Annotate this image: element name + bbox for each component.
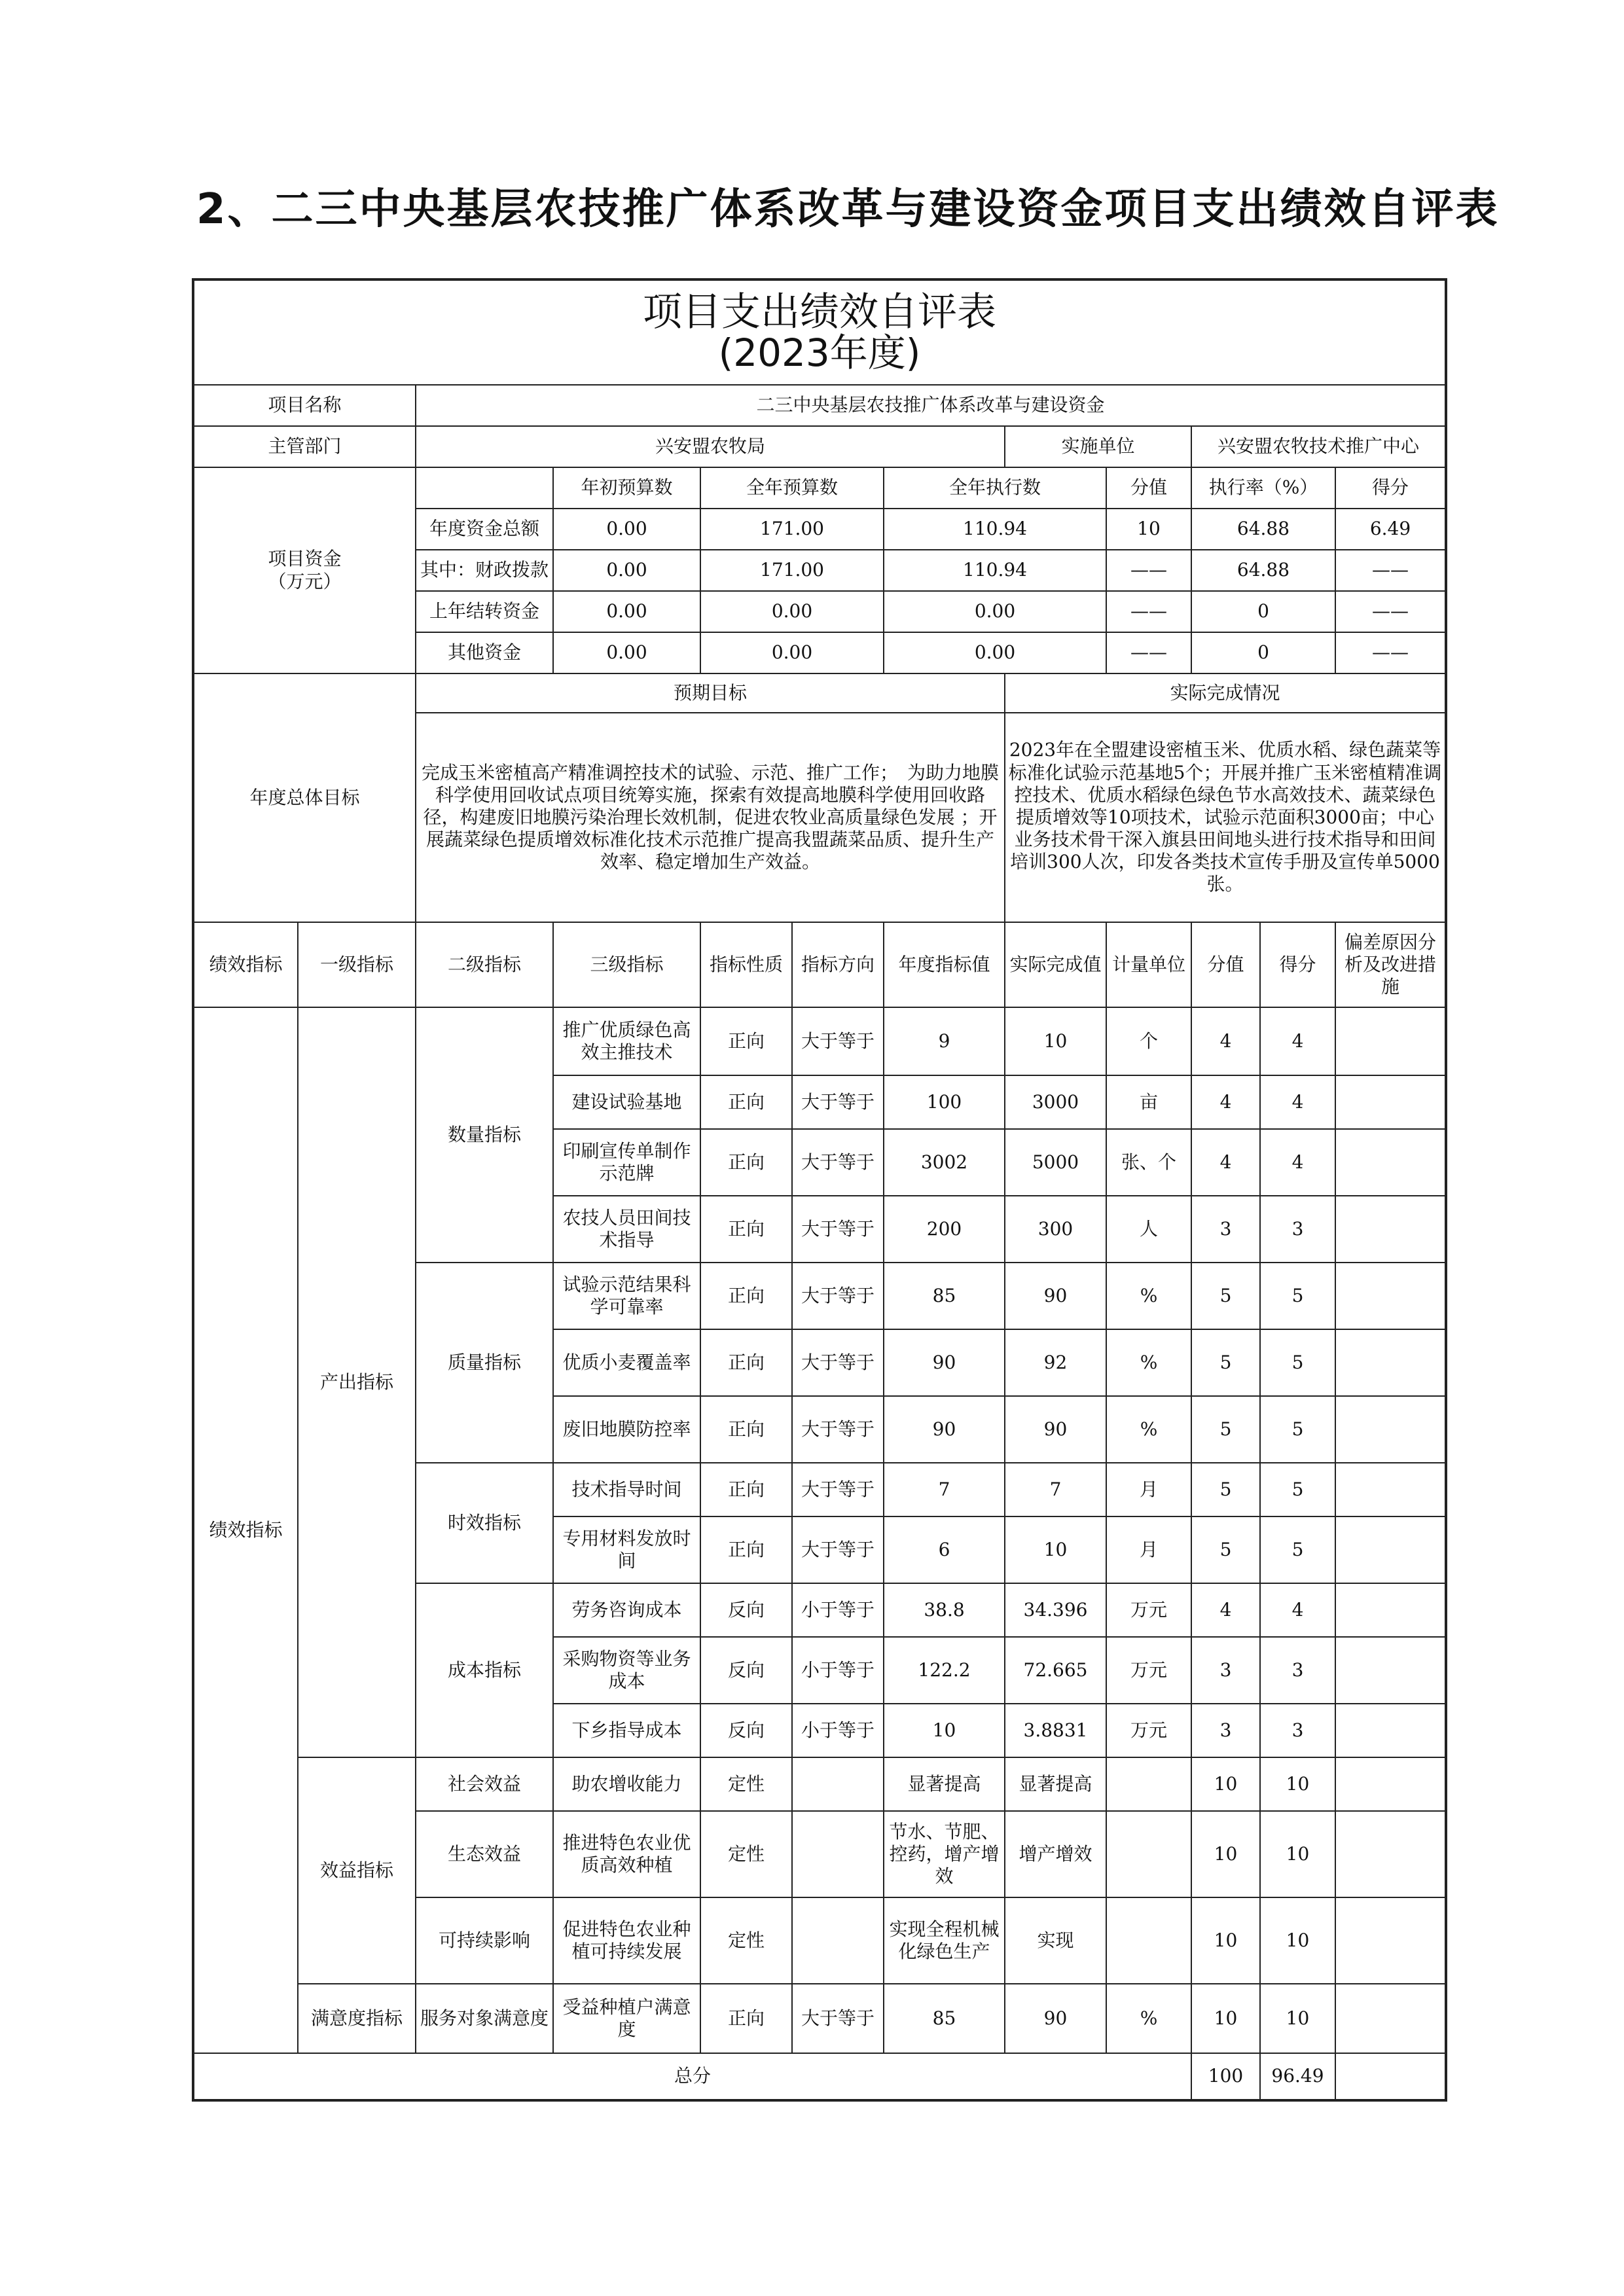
indicator-weight: 4 xyxy=(1191,1129,1260,1196)
level2-quantity: 数量指标 xyxy=(416,1007,553,1263)
indicator-header: 二级指标 xyxy=(416,922,553,1007)
indicator-direction: 大于等于 xyxy=(792,1516,884,1583)
indicator-target: 90 xyxy=(884,1329,1005,1396)
indicator-weight: 5 xyxy=(1191,1516,1260,1583)
indicator-weight: 3 xyxy=(1191,1704,1260,1757)
indicator-deviation xyxy=(1335,1583,1446,1637)
performance-evaluation-table xyxy=(192,278,1447,2102)
indicator-header: 三级指标 xyxy=(553,922,700,1007)
indicator-name: 推广优质绿色高效主推技术 xyxy=(553,1007,700,1075)
indicator-weight: 5 xyxy=(1191,1263,1260,1329)
indicator-name: 废旧地膜防控率 xyxy=(553,1396,700,1463)
funds-header-blank xyxy=(416,467,553,509)
indicator-unit: 个 xyxy=(1106,1007,1191,1075)
level2-timeliness: 时效指标 xyxy=(416,1463,553,1583)
total-weight: 100 xyxy=(1191,2053,1260,2100)
indicator-direction: 小于等于 xyxy=(792,1637,884,1704)
indicator-score: 4 xyxy=(1260,1129,1335,1196)
indicator-name: 优质小麦覆盖率 xyxy=(553,1329,700,1396)
level2-ecological: 生态效益 xyxy=(416,1811,553,1897)
indicator-target: 100 xyxy=(884,1075,1005,1129)
indicator-target: 85 xyxy=(884,1263,1005,1329)
funds-score: —— xyxy=(1335,591,1446,632)
indicator-direction: 大于等于 xyxy=(792,1396,884,1463)
indicator-nature: 正向 xyxy=(700,1075,792,1129)
indicator-name: 印刷宣传单制作示范牌 xyxy=(553,1129,700,1196)
level2-service-satisfaction: 服务对象满意度 xyxy=(416,1984,553,2053)
level2-social: 社会效益 xyxy=(416,1757,553,1811)
indicator-score: 5 xyxy=(1260,1516,1335,1583)
indicator-actual: 3000 xyxy=(1005,1075,1106,1129)
indicator-deviation xyxy=(1335,1196,1446,1263)
funds-annual: 171.00 xyxy=(700,550,884,591)
indicator-name: 采购物资等业务成本 xyxy=(553,1637,700,1704)
funds-annual: 0.00 xyxy=(700,591,884,632)
funds-score: 6.49 xyxy=(1335,509,1446,550)
indicator-score: 10 xyxy=(1260,1984,1335,2053)
indicator-nature: 正向 xyxy=(700,1984,792,2053)
page-heading: 2、二三中央基层农技推广体系改革与建设资金项目支出绩效自评表 xyxy=(196,185,1500,234)
indicator-unit: 张、个 xyxy=(1106,1129,1191,1196)
level1-output: 产出指标 xyxy=(298,1007,416,1757)
indicator-actual: 90 xyxy=(1005,1396,1106,1463)
total-deviation xyxy=(1335,2053,1446,2100)
indicator-score: 5 xyxy=(1260,1263,1335,1329)
impl-label: 实施单位 xyxy=(1005,426,1191,467)
level2-quality: 质量指标 xyxy=(416,1263,553,1463)
indicator-actual: 3.8831 xyxy=(1005,1704,1106,1757)
indicator-actual: 5000 xyxy=(1005,1129,1106,1196)
project-name-value: 二三中央基层农技推广体系改革与建设资金 xyxy=(416,385,1446,426)
funds-weight: —— xyxy=(1106,591,1191,632)
indicator-name: 助农增收能力 xyxy=(553,1757,700,1811)
indicator-target: 90 xyxy=(884,1396,1005,1463)
impl-value: 兴安盟农牧技术推广中心 xyxy=(1191,426,1446,467)
total-label: 总分 xyxy=(193,2053,1191,2100)
indicator-actual: 10 xyxy=(1005,1516,1106,1583)
indicator-unit: % xyxy=(1106,1396,1191,1463)
dept-label: 主管部门 xyxy=(193,426,416,467)
indicator-unit: 万元 xyxy=(1106,1583,1191,1637)
performance-section-label: 绩效指标 xyxy=(193,1007,298,2053)
indicator-weight: 5 xyxy=(1191,1396,1260,1463)
funds-row-label: 上年结转资金 xyxy=(416,591,553,632)
indicator-unit: 万元 xyxy=(1106,1637,1191,1704)
indicator-deviation xyxy=(1335,1704,1446,1757)
funds-score: —— xyxy=(1335,632,1446,673)
level2-sustainability: 可持续影响 xyxy=(416,1897,553,1984)
indicator-nature: 正向 xyxy=(700,1129,792,1196)
indicator-name: 建设试验基地 xyxy=(553,1075,700,1129)
funds-header: 得分 xyxy=(1335,467,1446,509)
funds-annual: 0.00 xyxy=(700,632,884,673)
funds-unit: （万元） xyxy=(268,570,342,592)
indicator-score: 10 xyxy=(1260,1757,1335,1811)
indicator-name: 促进特色农业种植可持续发展 xyxy=(553,1897,700,1984)
indicator-unit xyxy=(1106,1757,1191,1811)
indicator-nature: 正向 xyxy=(700,1463,792,1516)
indicator-target: 7 xyxy=(884,1463,1005,1516)
indicator-score: 3 xyxy=(1260,1637,1335,1704)
dept-value: 兴安盟农牧局 xyxy=(416,426,1005,467)
funds-initial: 0.00 xyxy=(553,550,700,591)
funds-header: 全年预算数 xyxy=(700,467,884,509)
indicator-name: 技术指导时间 xyxy=(553,1463,700,1516)
indicator-nature: 反向 xyxy=(700,1583,792,1637)
indicator-weight: 5 xyxy=(1191,1463,1260,1516)
form-title: 项目支出绩效自评表 xyxy=(643,289,996,336)
funds-label-cell xyxy=(193,467,416,673)
funds-rate: 64.88 xyxy=(1191,509,1335,550)
indicator-header: 计量单位 xyxy=(1106,922,1191,1007)
indicator-direction: 大于等于 xyxy=(792,1007,884,1075)
funds-rate: 0 xyxy=(1191,632,1335,673)
indicator-deviation xyxy=(1335,1897,1446,1984)
indicator-actual: 92 xyxy=(1005,1329,1106,1396)
indicator-target: 9 xyxy=(884,1007,1005,1075)
indicator-nature: 反向 xyxy=(700,1704,792,1757)
indicator-score: 3 xyxy=(1260,1196,1335,1263)
indicator-name: 推进特色农业优质高效种植 xyxy=(553,1811,700,1897)
indicator-name: 农技人员田间技术指导 xyxy=(553,1196,700,1263)
indicator-actual: 34.396 xyxy=(1005,1583,1106,1637)
indicator-actual: 72.665 xyxy=(1005,1637,1106,1704)
indicator-deviation xyxy=(1335,1075,1446,1129)
indicator-score: 4 xyxy=(1260,1007,1335,1075)
funds-score: —— xyxy=(1335,550,1446,591)
funds-rate: 64.88 xyxy=(1191,550,1335,591)
level2-cost: 成本指标 xyxy=(416,1583,553,1757)
indicator-deviation xyxy=(1335,1811,1446,1897)
funds-executed: 0.00 xyxy=(884,632,1106,673)
indicator-direction xyxy=(792,1811,884,1897)
indicator-actual: 300 xyxy=(1005,1196,1106,1263)
indicator-direction: 大于等于 xyxy=(792,1263,884,1329)
indicator-header: 实际完成值 xyxy=(1005,922,1106,1007)
level1-benefit: 效益指标 xyxy=(298,1757,416,1984)
annual-goal-label: 年度总体目标 xyxy=(193,673,416,922)
project-name-label: 项目名称 xyxy=(193,385,416,426)
indicator-target: 10 xyxy=(884,1704,1005,1757)
funds-initial: 0.00 xyxy=(553,509,700,550)
indicator-nature: 定性 xyxy=(700,1897,792,1984)
indicator-unit: 月 xyxy=(1106,1516,1191,1583)
indicator-actual: 显著提高 xyxy=(1005,1757,1106,1811)
indicator-weight: 10 xyxy=(1191,1897,1260,1984)
indicator-deviation xyxy=(1335,1129,1446,1196)
indicator-nature: 正向 xyxy=(700,1396,792,1463)
indicator-deviation xyxy=(1335,1637,1446,1704)
indicator-direction: 大于等于 xyxy=(792,1129,884,1196)
indicator-score: 4 xyxy=(1260,1075,1335,1129)
indicator-name: 试验示范结果科学可靠率 xyxy=(553,1263,700,1329)
indicator-nature: 反向 xyxy=(700,1637,792,1704)
indicator-target: 38.8 xyxy=(884,1583,1005,1637)
indicator-score: 10 xyxy=(1260,1811,1335,1897)
funds-executed: 110.94 xyxy=(884,509,1106,550)
indicator-unit: % xyxy=(1106,1263,1191,1329)
indicator-header: 绩效指标 xyxy=(193,922,298,1007)
indicator-deviation xyxy=(1335,1463,1446,1516)
indicator-deviation xyxy=(1335,1396,1446,1463)
indicator-score: 5 xyxy=(1260,1463,1335,1516)
indicator-header: 一级指标 xyxy=(298,922,416,1007)
indicator-weight: 10 xyxy=(1191,1757,1260,1811)
indicator-name: 受益种植户满意度 xyxy=(553,1984,700,2053)
indicator-direction: 大于等于 xyxy=(792,1196,884,1263)
funds-initial: 0.00 xyxy=(553,632,700,673)
funds-annual: 171.00 xyxy=(700,509,884,550)
indicator-direction: 小于等于 xyxy=(792,1704,884,1757)
form-title-cell xyxy=(193,279,1446,385)
funds-header: 年初预算数 xyxy=(553,467,700,509)
indicator-actual: 90 xyxy=(1005,1984,1106,2053)
indicator-nature: 正向 xyxy=(700,1007,792,1075)
indicator-deviation xyxy=(1335,1757,1446,1811)
indicator-header: 得分 xyxy=(1260,922,1335,1007)
indicator-weight: 4 xyxy=(1191,1075,1260,1129)
indicator-actual: 90 xyxy=(1005,1263,1106,1329)
funds-executed: 110.94 xyxy=(884,550,1106,591)
indicator-unit: % xyxy=(1106,1984,1191,2053)
actual-result-header: 实际完成情况 xyxy=(1005,673,1446,713)
indicator-weight: 4 xyxy=(1191,1007,1260,1075)
funds-weight: 10 xyxy=(1106,509,1191,550)
indicator-nature: 正向 xyxy=(700,1516,792,1583)
indicator-score: 5 xyxy=(1260,1396,1335,1463)
indicator-direction: 大于等于 xyxy=(792,1075,884,1129)
indicator-score: 3 xyxy=(1260,1704,1335,1757)
indicator-header: 分值 xyxy=(1191,922,1260,1007)
indicator-header: 指标性质 xyxy=(700,922,792,1007)
indicator-unit: 亩 xyxy=(1106,1075,1191,1129)
indicator-unit: 万元 xyxy=(1106,1704,1191,1757)
indicator-weight: 3 xyxy=(1191,1637,1260,1704)
indicator-unit xyxy=(1106,1897,1191,1984)
indicator-direction: 大于等于 xyxy=(792,1329,884,1396)
funds-header: 全年执行数 xyxy=(884,467,1106,509)
funds-header: 分值 xyxy=(1106,467,1191,509)
indicator-name: 下乡指导成本 xyxy=(553,1704,700,1757)
funds-initial: 0.00 xyxy=(553,591,700,632)
funds-label: 项目资金 xyxy=(268,548,342,570)
indicator-target: 实现全程机械化绿色生产 xyxy=(884,1897,1005,1984)
indicator-nature: 定性 xyxy=(700,1811,792,1897)
indicator-nature: 定性 xyxy=(700,1757,792,1811)
indicator-weight: 5 xyxy=(1191,1329,1260,1396)
indicator-deviation xyxy=(1335,1329,1446,1396)
indicator-score: 4 xyxy=(1260,1583,1335,1637)
indicator-header: 偏差原因分析及改进措施 xyxy=(1335,922,1446,1007)
funds-rate: 0 xyxy=(1191,591,1335,632)
indicator-nature: 正向 xyxy=(700,1329,792,1396)
indicator-target: 200 xyxy=(884,1196,1005,1263)
indicator-nature: 正向 xyxy=(700,1263,792,1329)
indicator-target: 85 xyxy=(884,1984,1005,2053)
indicator-direction xyxy=(792,1897,884,1984)
funds-executed: 0.00 xyxy=(884,591,1106,632)
indicator-name: 专用材料发放时间 xyxy=(553,1516,700,1583)
indicator-deviation xyxy=(1335,1516,1446,1583)
funds-row-label: 其他资金 xyxy=(416,632,553,673)
indicator-unit: % xyxy=(1106,1329,1191,1396)
indicator-actual: 10 xyxy=(1005,1007,1106,1075)
actual-result-text: 2023年在全盟建设密植玉米、优质水稻、绿色蔬菜等标准化试验示范基地5个；开展并推广玉米密植精准调控技术、优质水稻绿色绿色节水高效技术、蔬菜绿色提质增效等10项技术，试验示范面积3000亩；中心业务技术骨干深入旗县田间地头进行技术指导和田间培训300人次，印发各类技术宣传手册及宣传单5000张。 xyxy=(1005,713,1446,922)
funds-row-label: 其中：财政拨款 xyxy=(416,550,553,591)
total-score: 96.49 xyxy=(1260,2053,1335,2100)
indicator-direction: 小于等于 xyxy=(792,1583,884,1637)
indicator-header: 指标方向 xyxy=(792,922,884,1007)
indicator-deviation xyxy=(1335,1263,1446,1329)
indicator-unit: 月 xyxy=(1106,1463,1191,1516)
form-year: (2023年度) xyxy=(718,331,921,376)
indicator-weight: 3 xyxy=(1191,1196,1260,1263)
indicator-target: 122.2 xyxy=(884,1637,1005,1704)
indicator-score: 5 xyxy=(1260,1329,1335,1396)
indicator-unit: 人 xyxy=(1106,1196,1191,1263)
indicator-direction: 大于等于 xyxy=(792,1984,884,2053)
indicator-nature: 正向 xyxy=(700,1196,792,1263)
indicator-target: 3002 xyxy=(884,1129,1005,1196)
indicator-weight: 10 xyxy=(1191,1984,1260,2053)
level1-satisfaction: 满意度指标 xyxy=(298,1984,416,2053)
indicator-header: 年度指标值 xyxy=(884,922,1005,1007)
indicator-actual: 7 xyxy=(1005,1463,1106,1516)
indicator-direction: 大于等于 xyxy=(792,1463,884,1516)
funds-weight: —— xyxy=(1106,632,1191,673)
funds-weight: —— xyxy=(1106,550,1191,591)
indicator-target: 6 xyxy=(884,1516,1005,1583)
expected-goal-text: 完成玉米密植高产精准调控技术的试验、示范、推广工作； 为助力地膜科学使用回收试点项目统筹实施，探索有效提高地膜科学使用回收路径，构建废旧地膜污染治理长效机制，促进农牧业高质量绿色发展 ；开展蔬菜绿色提质增效标准化技术示范推广提高我盟蔬菜品质、提升生产效率、稳定增加生产效益。 xyxy=(416,713,1005,922)
indicator-actual: 增产增效 xyxy=(1005,1811,1106,1897)
indicator-target: 显著提高 xyxy=(884,1757,1005,1811)
indicator-deviation xyxy=(1335,1984,1446,2053)
funds-row-label: 年度资金总额 xyxy=(416,509,553,550)
indicator-unit xyxy=(1106,1811,1191,1897)
funds-header: 执行率（%） xyxy=(1191,467,1335,509)
indicator-name: 劳务咨询成本 xyxy=(553,1583,700,1637)
indicator-weight: 10 xyxy=(1191,1811,1260,1897)
indicator-score: 10 xyxy=(1260,1897,1335,1984)
indicator-direction xyxy=(792,1757,884,1811)
indicator-actual: 实现 xyxy=(1005,1897,1106,1984)
indicator-weight: 4 xyxy=(1191,1583,1260,1637)
indicator-target: 节水、节肥、控药，增产增效 xyxy=(884,1811,1005,1897)
indicator-deviation xyxy=(1335,1007,1446,1075)
expected-goal-header: 预期目标 xyxy=(416,673,1005,713)
